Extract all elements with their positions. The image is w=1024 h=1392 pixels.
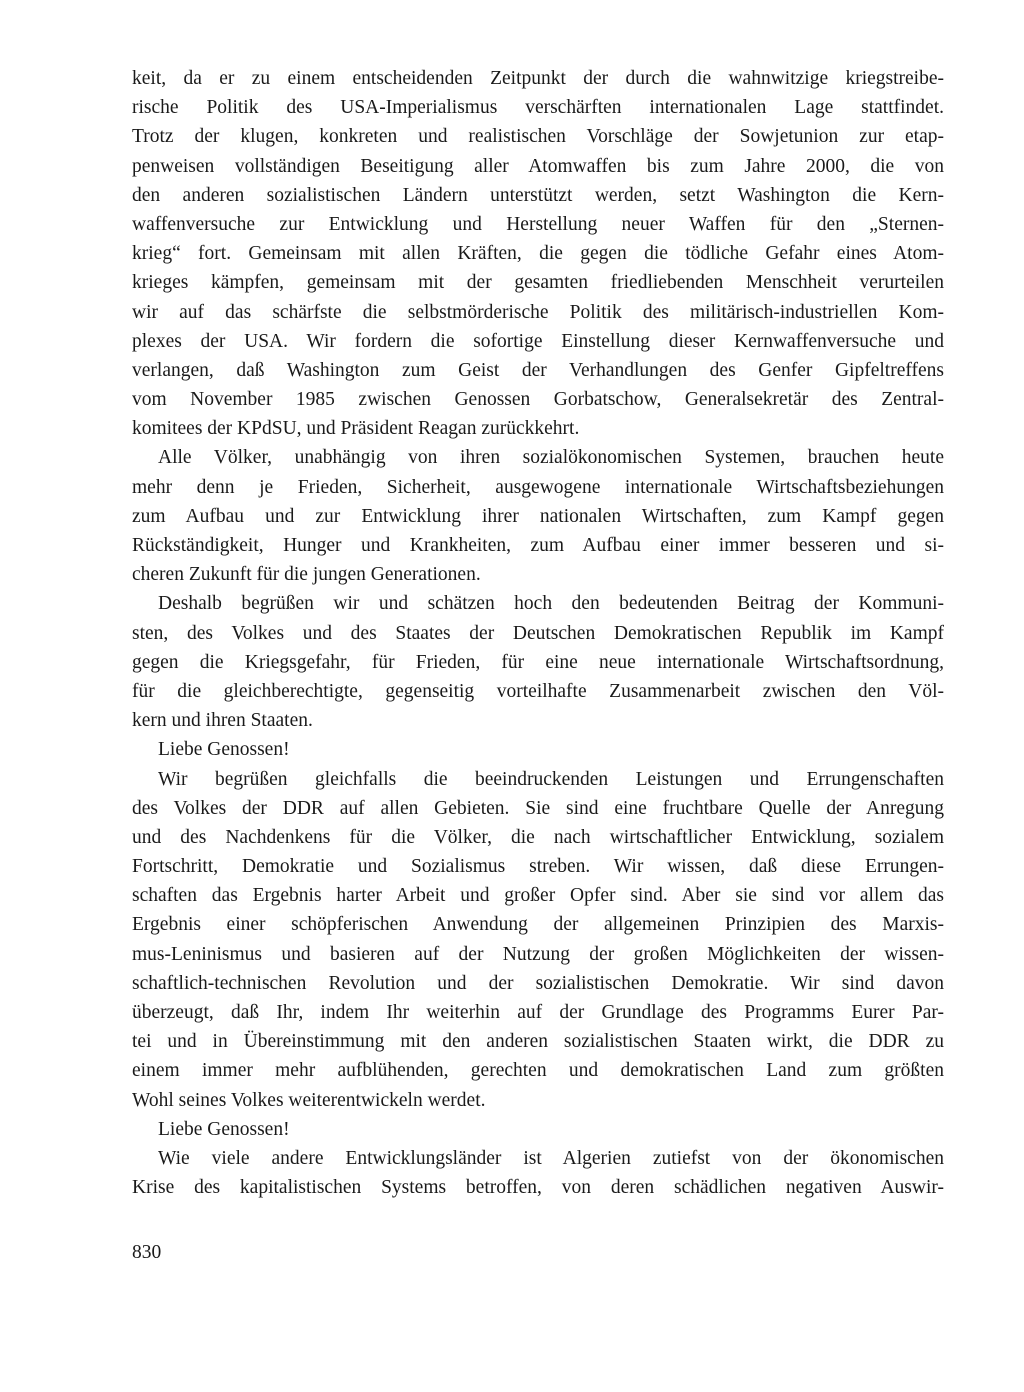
paragraph xyxy=(132,1144,944,1202)
text-line: und des Nachdenkens für die Völker, die nach wirtschaftlicher Entwicklung, sozialem xyxy=(132,826,944,848)
text-line: tei und in Übereinstimmung mit den anderen sozialistischen Staaten wirkt, die DDR zu xyxy=(132,1031,944,1053)
text-line: Liebe Genossen! xyxy=(158,1118,290,1140)
text-line: Wohl seines Volkes weiterentwickeln werdet. xyxy=(132,1089,486,1111)
text-line: des Volkes der DDR auf allen Gebieten. Sie sind eine fruchtbare Quelle der Anregung xyxy=(132,797,944,819)
text-line: krieges kämpfen, gemeinsam mit der gesamten friedliebenden Menschheit verurteilen xyxy=(132,272,944,294)
text-line: waffenversuche zur Entwicklung und Herstellung neuer Waffen für den „Sternen- xyxy=(132,213,944,235)
text-line: wir auf das schärfste die selbstmörderische Politik des militärisch-industriellen Kom- xyxy=(132,301,944,323)
text-line: Wie viele andere Entwicklungsländer ist Algerien zutiefst von der ökonomischen xyxy=(158,1147,944,1169)
text-line: schaftlich-technischen Revolution und der sozialistischen Demokratie. Wir sind davon xyxy=(132,972,944,994)
text-line: Ergebnis einer schöpferischen Anwendung der allgemeinen Prinzipien des Marxis- xyxy=(132,914,944,936)
salutation xyxy=(132,735,944,764)
text-line: vom November 1985 zwischen Genossen Gorbatschow, Generalsekretär des Zentral- xyxy=(132,389,944,411)
text-line: einem immer mehr aufblühenden, gerechten und demokratischen Land zum größten xyxy=(132,1060,944,1082)
text-line: Trotz der klugen, konkreten und realistischen Vorschläge der Sowjetunion zur etap- xyxy=(132,126,944,148)
text-line: sten, des Volkes und des Staates der Deutschen Demokratischen Republik im Kampf xyxy=(132,622,944,644)
text-line: mehr denn je Frieden, Sicherheit, ausgewogene internationale Wirtschaftsbeziehungen xyxy=(132,476,944,498)
page-number: 830 xyxy=(132,1242,162,1263)
text-line: gegen die Kriegsgefahr, für Frieden, für eine neue internationale Wirtschaftsordnung, xyxy=(132,651,944,673)
text-line: Rückständigkeit, Hunger und Krankheiten, zum Aufbau einer immer besseren und si- xyxy=(132,535,944,556)
text-line: schaften das Ergebnis harter Arbeit und großer Opfer sind. Aber sie sind vor allem das xyxy=(132,885,944,907)
text-line: plexes der USA. Wir fordern die sofortige Einstellung dieser Kernwaffenversuche und xyxy=(132,330,944,352)
document-page xyxy=(132,64,944,1202)
text-line: zum Aufbau und zur Entwicklung ihrer nationalen Wirtschaften, zum Kampf gegen xyxy=(132,505,944,527)
salutation xyxy=(132,1115,944,1144)
text-line: Alle Völker, unabhängig von ihren sozialökonomischen Systemen, brauchen heute xyxy=(158,447,944,469)
paragraph xyxy=(132,589,944,735)
text-line: cheren Zukunft für die jungen Generationen. xyxy=(132,564,481,586)
text-line: komitees der KPdSU, und Präsident Reagan zurückkehrt. xyxy=(132,418,580,440)
text-line: für die gleichberechtigte, gegenseitig vorteilhafte Zusammenarbeit zwischen den Völ- xyxy=(132,680,944,702)
text-line: Wir begrüßen gleichfalls die beeindruckenden Leistungen und Errungenschaften xyxy=(158,768,944,790)
text-line: keit, da er zu einem entscheidenden Zeitpunkt der durch die wahnwitzige kriegstreibe- xyxy=(132,68,944,89)
paragraph xyxy=(132,443,944,589)
paragraph xyxy=(132,765,944,1115)
text-line: den anderen sozialistischen Ländern unterstützt werden, setzt Washington die Kern- xyxy=(132,184,944,206)
text-line: krieg“ fort. Gemeinsam mit allen Kräften, die gegen die tödliche Gefahr eines Atom- xyxy=(132,243,944,265)
text-line: kern und ihren Staaten. xyxy=(132,710,313,732)
text-line: verlangen, daß Washington zum Geist der Verhandlungen des Genfer Gipfeltreffens xyxy=(132,359,944,381)
text-line: rische Politik des USA-Imperialismus verschärften internationalen Lage stattfindet. xyxy=(132,97,944,119)
text-line: mus-Leninismus und basieren auf der Nutzung der großen Möglichkeiten der wissen- xyxy=(132,943,944,965)
text-line: überzeugt, daß Ihr, indem Ihr weiterhin auf der Grundlage des Programms Eurer Par- xyxy=(132,1002,944,1023)
text-line: Deshalb begrüßen wir und schätzen hoch den bedeutenden Beitrag der Kommuni- xyxy=(158,593,944,615)
paragraph xyxy=(132,64,944,443)
text-line: Liebe Genossen! xyxy=(158,739,290,761)
text-line: Krise des kapitalistischen Systems betroffen, von deren schädlichen negativen Auswir- xyxy=(132,1177,944,1199)
text-line: penweisen vollständigen Beseitigung aller Atomwaffen bis zum Jahre 2000, die von xyxy=(132,155,944,177)
text-line: Fortschritt, Demokratie und Sozialismus streben. Wir wissen, daß diese Errungen- xyxy=(132,856,944,878)
